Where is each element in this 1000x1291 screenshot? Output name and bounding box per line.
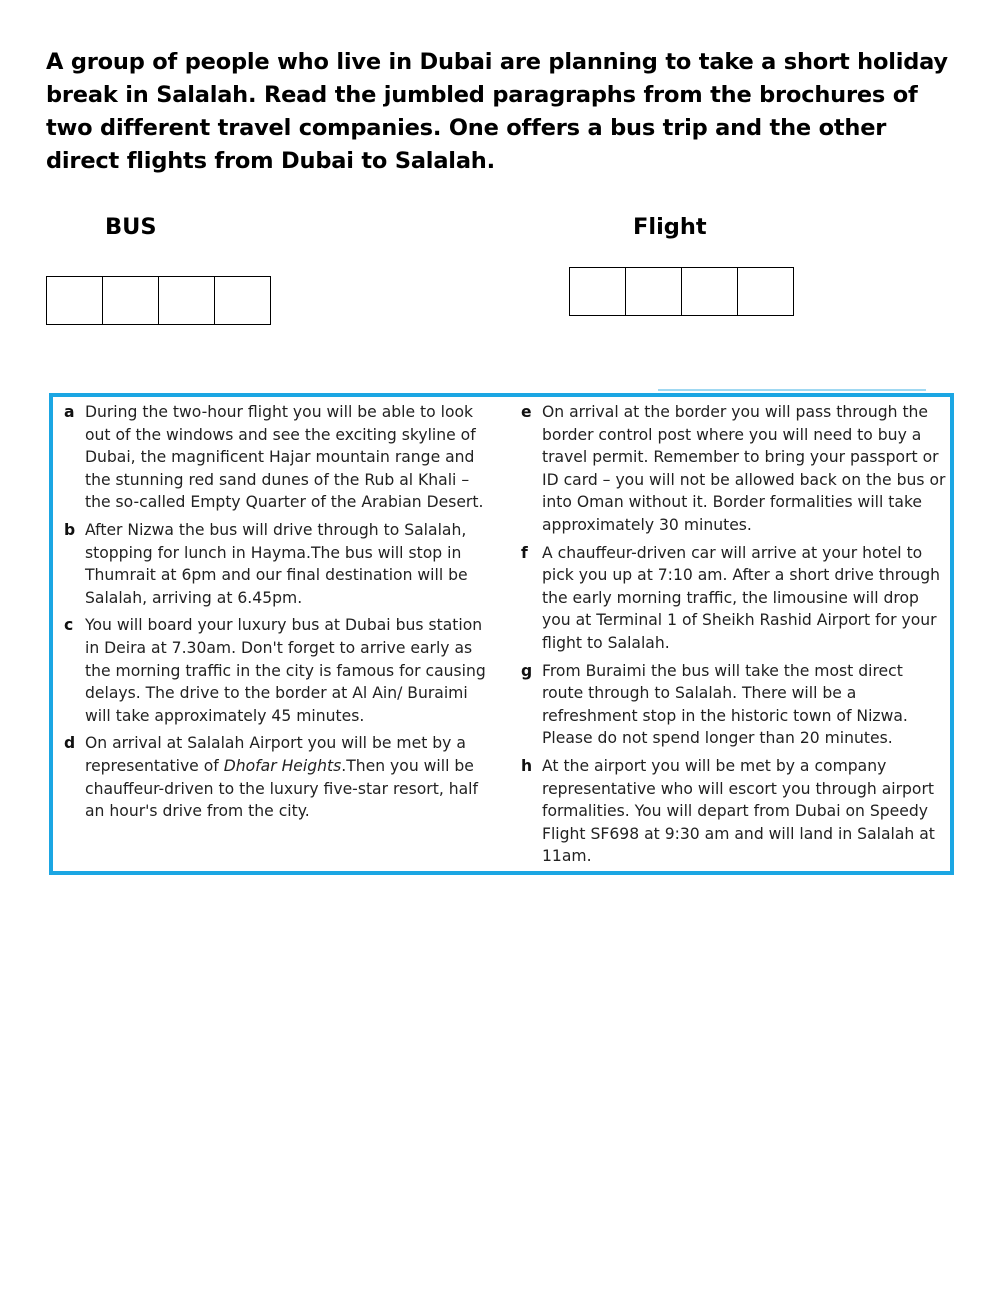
resort-name: Dhofar Heights — [223, 756, 342, 775]
paragraph-text: On arrival at the border you will pass through the border control post where you will need to buy a travel permit. Remember to bring your passport or ID card – you will not be allowed back on the bus or into Oman without it. Border formalities will take approximately 30 minutes. — [542, 403, 946, 534]
bus-answer-box-2[interactable] — [103, 277, 159, 324]
bus-answer-box-3[interactable] — [159, 277, 215, 324]
paragraph-text — [85, 732, 491, 822]
flight-answer-box-4[interactable] — [738, 268, 793, 315]
paragraph-text: After Nizwa the bus will drive through to Salalah, stopping for lunch in Hayma.The bus will stop in Thumrait at 6pm and our final destination will be Salalah, arriving at 6.45pm. — [85, 520, 468, 607]
paragraph-text: At the airport you will be met by a company representative who will escort you through airport formalities. You will depart from Dubai on Speedy Flight SF698 at 9:30 am and will land in Salalah at 11am. — [542, 756, 935, 866]
paragraph-b — [61, 519, 491, 609]
flight-answer-box-1[interactable] — [570, 268, 626, 315]
instructions-text: A group of people who live in Dubai are planning to take a short holiday break in Salalah. Read the jumbled paragraphs from the brochures of two different travel companies. One offers a bus trip and the other direct flights from Dubai to Salalah. — [46, 49, 948, 174]
paragraph-text: From Buraimi the bus will take the most direct route through to Salalah. There will be a refreshment stop in the historic town of Nizwa. Please do not spend longer than 20 minutes. — [542, 661, 908, 748]
paragraph-text-part: .Then you will be chauffeur-driven to the luxury five-star resort, half an hour's drive from the city. — [85, 756, 479, 821]
paragraph-a — [61, 401, 491, 514]
paragraph-text: During the two-hour flight you will be able to look out of the windows and see the exciting skyline of Dubai, the magnificent Hajar mountain range and the stunning red sand dunes of the Rub al Khali – the so-called Empty Quarter of the Arabian Desert. — [85, 403, 484, 512]
paragraph-letter: e — [521, 403, 532, 421]
paragraph-letter: f — [521, 543, 528, 562]
flight-answer-box-2[interactable] — [626, 268, 682, 315]
paragraph-e — [518, 401, 948, 537]
paragraph-h — [518, 755, 948, 868]
paragraph-letter: a — [64, 403, 75, 421]
paragraph-letter: d — [64, 734, 76, 753]
paragraph-c — [61, 614, 491, 727]
panel-top-accent-line — [658, 389, 926, 391]
bus-column-label: BUS — [105, 214, 157, 240]
bus-answer-boxes — [46, 276, 271, 325]
paragraph-letter: c — [64, 616, 74, 635]
paragraphs-right-column — [518, 401, 948, 873]
flight-answer-box-3[interactable] — [682, 268, 738, 315]
paragraph-g — [518, 660, 948, 750]
paragraph-letter: g — [521, 661, 533, 680]
bus-answer-box-4[interactable] — [215, 277, 270, 324]
paragraphs-left-column — [61, 401, 491, 828]
paragraph-letter: h — [521, 756, 533, 775]
paragraph-letter: b — [64, 520, 76, 539]
bus-answer-box-1[interactable] — [47, 277, 103, 324]
flight-column-label: Flight — [633, 214, 707, 240]
flight-answer-boxes — [569, 267, 794, 316]
paragraphs-panel — [49, 393, 954, 875]
paragraph-d — [61, 732, 491, 822]
paragraph-text-part: On arrival at Salalah Airport you will be met by a representative of — [85, 734, 466, 775]
paragraph-f — [518, 542, 948, 655]
paragraph-text: You will board your luxury bus at Dubai bus station in Deira at 7.30am. Don't forget to arrive early as the morning traffic in the city is famous for causing delays. The drive to the border at Al Ain/ Buraimi will take approximately 45 minutes. — [85, 616, 486, 725]
paragraph-text: A chauffeur-driven car will arrive at your hotel to pick you up at 7:10 am. After a short drive through the early morning traffic, the limousine will drop you at Terminal 1 of Sheikh Rashid Airport for your flight to Salalah. — [542, 543, 941, 652]
